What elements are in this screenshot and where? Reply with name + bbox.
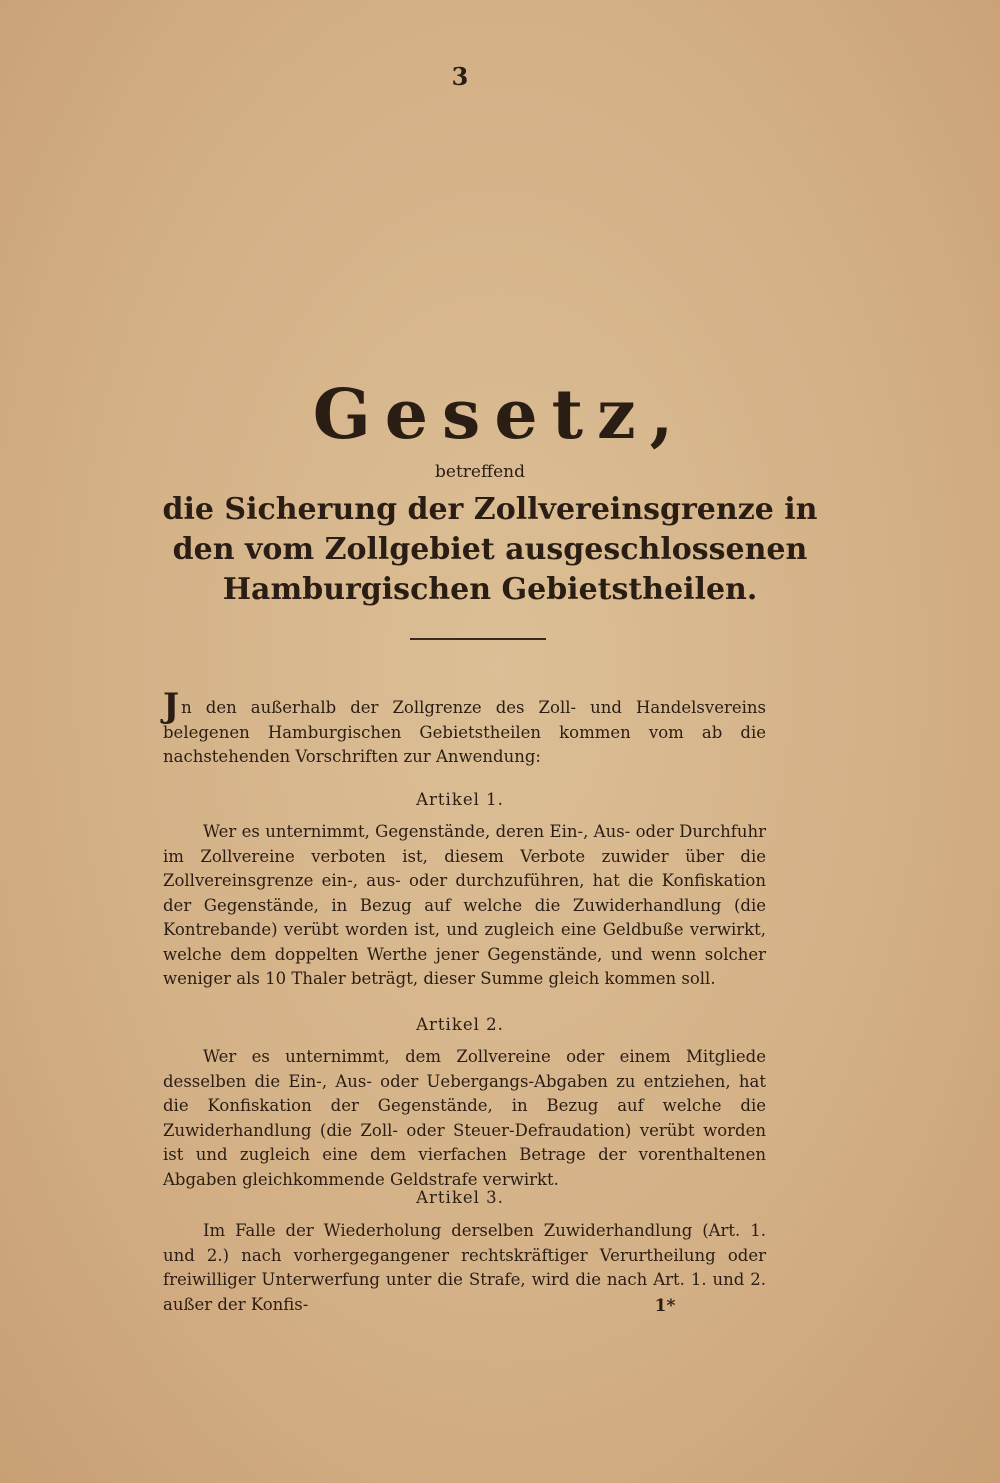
intro-paragraph bbox=[163, 686, 766, 770]
law-heading: die Sicherung der Zollvereinsgrenze in den vom Zollgebiet ausgeschlossenen Hamburgischen Gebietstheilen. bbox=[162, 492, 818, 607]
article-2-text: Wer es unternimmt, dem Zollvereine oder einem Mitgliede desselben die Ein-, Aus- oder Uebergangs-Abgaben zu entziehen, hat die Konfiskation der Gegenstände, in Bezug auf welche die Zuwiderhandlung (die Zoll- oder Steuer-Defraudation) verübt worden ist und zugleich eine dem vierfachen Betrage der vorenthaltenen Abgaben gleichkommende Geldstrafe verwirkt. bbox=[163, 1047, 766, 1189]
drop-cap: J bbox=[163, 686, 180, 726]
subtitle: betreffend bbox=[435, 462, 525, 482]
page-number: 3 bbox=[451, 62, 469, 91]
divider bbox=[410, 638, 546, 640]
sheet-signature: 1* bbox=[654, 1296, 676, 1316]
page-title: Gesetz, bbox=[312, 375, 688, 455]
intro-text: n den außerhalb der Zollgrenze des Zoll- und Handelsvereins belegenen Hamburgischen Gebietstheilen kommen vom ab die nachstehenden Vorschriften zur Anwendung: bbox=[163, 698, 766, 766]
article-1-title: Artikel 1. bbox=[416, 790, 504, 809]
article-1-text: Wer es unternimmt, Gegenstände, deren Ein-, Aus- oder Durchfuhr im Zollvereine verboten ist, diesem Verbote zuwider über die Zollvereinsgrenze ein-, aus- oder durchzuführen, hat die Konfiskation der Gegenstände, in Bezug auf welche die Zuwiderhandlung (die Kontrebande) verübt worden ist, und zugleich eine Geldbuße verwirkt, welche dem doppelten Werthe jener Gegenstände, und wenn solcher weniger als 10 Thaler beträgt, dieser Summe gleich kommen soll. bbox=[163, 822, 766, 988]
article-2-title: Artikel 2. bbox=[416, 1015, 504, 1034]
article-3-text: Im Falle der Wiederholung derselben Zuwiderhandlung (Art. 1. und 2.) nach vorhergegangener rechtskräftiger Verurtheilung oder freiwilliger Unterwerfung unter die Strafe, wird die nach Art. 1. und 2. außer der Konfis- bbox=[163, 1221, 766, 1314]
article-3-title: Artikel 3. bbox=[416, 1188, 504, 1207]
